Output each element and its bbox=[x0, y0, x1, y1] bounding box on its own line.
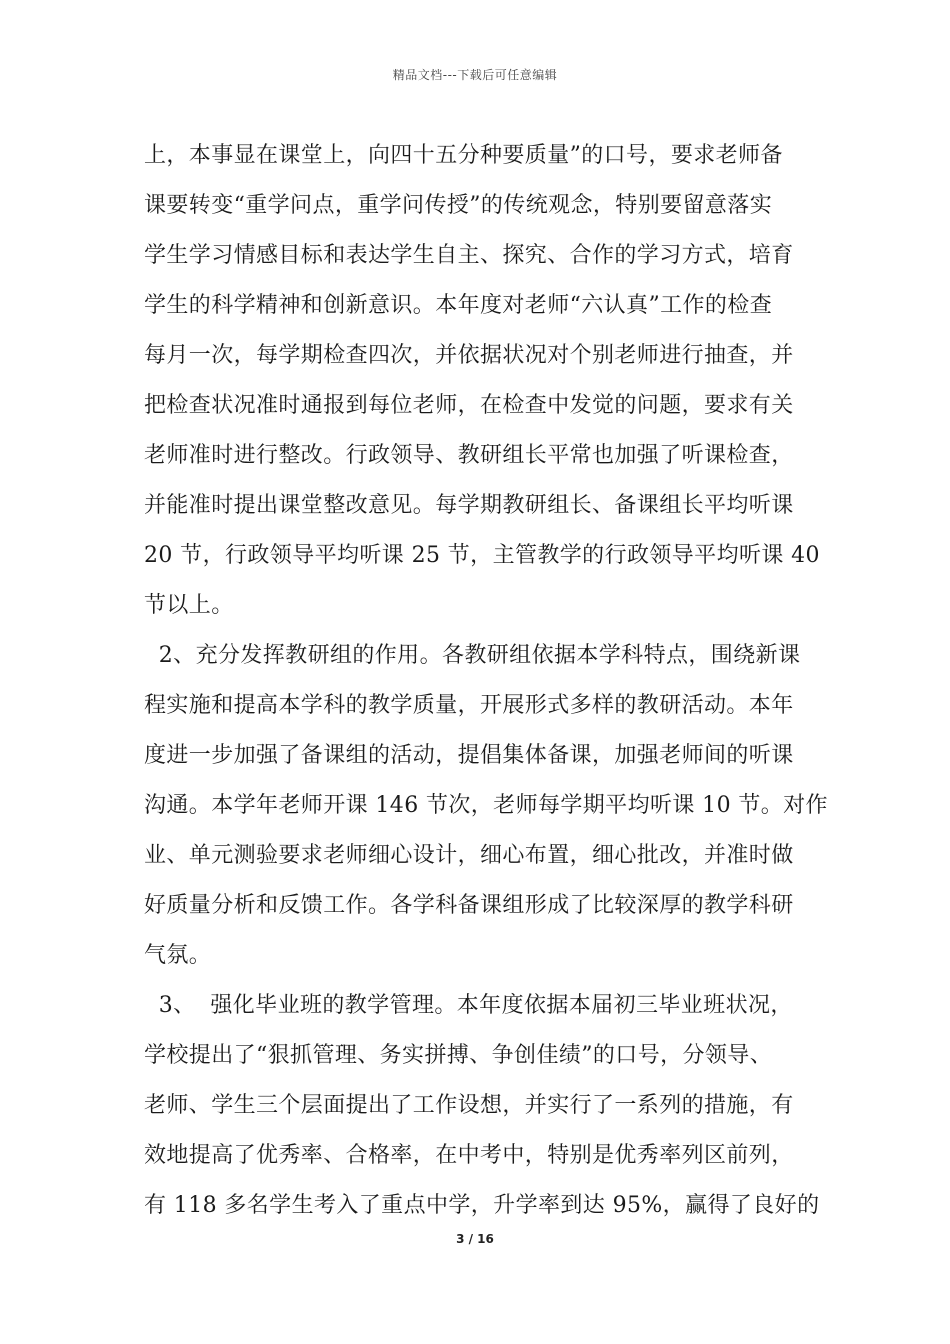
text-line: 节以上。 bbox=[144, 593, 234, 618]
page-number: 3 / 16 bbox=[456, 1232, 494, 1246]
text-line: 课要转变“重学问点，重学问传授”的传统观念，特别要留意落实 bbox=[144, 193, 773, 218]
text-line: 好质量分析和反馈工作。各学科备课组形成了比较深厚的教学科研 bbox=[144, 893, 794, 918]
text-line: 学校提出了“狠抓管理、务实拼搏、争创佳绩”的口号，分领导、 bbox=[144, 1043, 773, 1068]
text-line: 把检查状况准时通报到每位老师，在检查中发觉的问题，要求有关 bbox=[144, 393, 794, 418]
text-line: 并能准时提出课堂整改意见。每学期教研组长、备课组长平均听课 bbox=[144, 493, 794, 518]
text-line: 学生学习情感目标和表达学生自主、探究、合作的学习方式，培育 bbox=[144, 243, 794, 268]
text-line: 效地提高了优秀率、合格率，在中考中，特别是优秀率列区前列， bbox=[144, 1143, 794, 1168]
body-text bbox=[144, 131, 828, 1231]
text-line: 学生的科学精神和创新意识。本年度对老师“六认真”工作的检查 bbox=[144, 293, 773, 318]
text-line: 业、单元测验要求老师细心设计，细心布置，细心批改，并准时做 bbox=[144, 843, 794, 868]
text-line: 每月一次，每学期检查四次，并依据状况对个别老师进行抽查，并 bbox=[144, 343, 794, 368]
text-line: 上，本事显在课堂上，向四十五分种要质量”的口号，要求老师备 bbox=[144, 143, 783, 168]
text-line: 气氛。 bbox=[144, 943, 212, 968]
text-line: 程实施和提高本学科的教学质量，开展形式多样的教研活动。本年 bbox=[144, 693, 794, 718]
text-line: 有 118 多名学生考入了重点中学，升学率到达 95%，赢得了良好的 bbox=[144, 1193, 820, 1218]
text-line: 老师、学生三个层面提出了工作设想，并实行了一系列的措施，有 bbox=[144, 1093, 794, 1118]
text-line: 3、 强化毕业班的教学管理。本年度依据本届初三毕业班状况， bbox=[144, 993, 793, 1018]
text-line: 2、充分发挥教研组的作用。各教研组依据本学科特点，围绕新课 bbox=[144, 643, 801, 668]
text-line: 20 节，行政领导平均听课 25 节，主管教学的行政领导平均听课 40 bbox=[144, 543, 820, 568]
text-line: 沟通。本学年老师开课 146 节次，老师每学期平均听课 10 节。对作 bbox=[144, 793, 828, 818]
text-line: 度进一步加强了备课组的活动，提倡集体备课，加强老师间的听课 bbox=[144, 743, 794, 768]
page-header: 精品文档---下载后可任意编辑 bbox=[392, 68, 558, 82]
text-line: 老师准时进行整改。行政领导、教研组长平常也加强了听课检查， bbox=[144, 443, 794, 468]
